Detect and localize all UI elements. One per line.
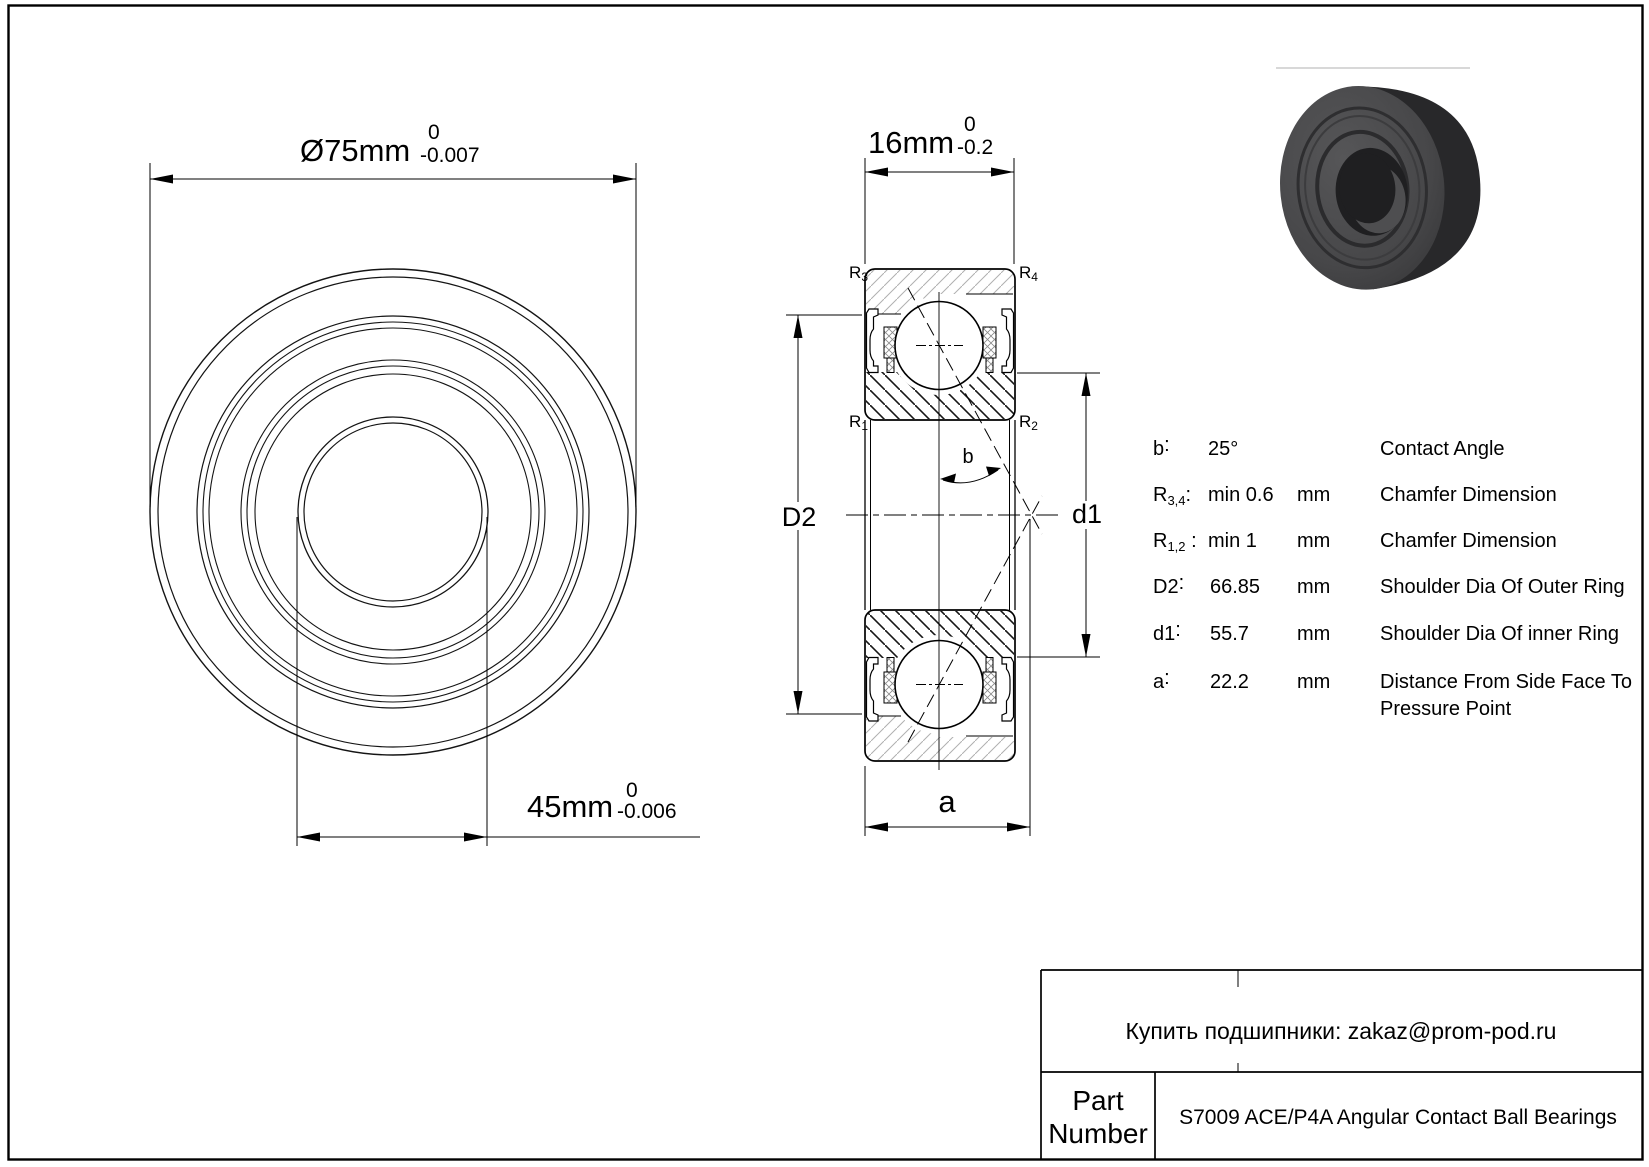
section-top-half	[865, 269, 1015, 420]
spec-desc: Shoulder Dia Of inner Ring	[1380, 623, 1620, 645]
spec-desc: Chamfer Dimension	[1380, 484, 1557, 506]
bearing-3d-image	[1270, 68, 1490, 298]
spec-param: D2:	[1153, 572, 1185, 598]
spec-value: 55.7	[1210, 623, 1249, 645]
outer-diameter-value: Ø75mm	[300, 133, 411, 168]
width-tol-upper: 0	[964, 113, 976, 136]
spec-table	[1153, 434, 1632, 720]
chamfer-label-r2: R2	[1019, 412, 1038, 433]
title-block	[1041, 970, 1642, 1159]
spec-value: 66.85	[1210, 576, 1261, 598]
spec-value: 25°	[1208, 438, 1239, 460]
spec-value: 22.2	[1210, 671, 1249, 693]
inner-shoulder-label: d1	[1071, 499, 1103, 529]
chamfer-label-r4: R4	[1019, 263, 1038, 284]
spec-param: $R_{3,4}$:	[1153, 484, 1192, 508]
pressure-point-distance-label: a	[938, 784, 956, 819]
spec-value: min 1	[1208, 530, 1257, 552]
part-number-value: S7009 ACE/P4A Angular Contact Ball Bearings	[1179, 1106, 1617, 1129]
seal-bottom-right	[983, 658, 1014, 722]
bore-diameter-value: 45mm	[527, 789, 614, 824]
outer-diameter-tol-upper: 0	[428, 121, 440, 144]
contact-email-text: Купить подшипники: zakaz@prom-pod.ru	[1125, 1018, 1557, 1044]
spec-unit: mm	[1297, 484, 1331, 506]
width-value: 16mm	[868, 125, 955, 160]
spec-unit: mm	[1297, 576, 1331, 598]
width-dimension	[865, 113, 1014, 264]
front-view	[150, 121, 700, 846]
section-bottom-half	[865, 610, 1015, 761]
spec-value: min 0.6	[1208, 484, 1274, 506]
bore-diameter-dimension	[297, 517, 700, 846]
outer-diameter-dimension	[150, 121, 636, 507]
spec-desc: Shoulder Dia Of Outer Ring	[1380, 576, 1625, 598]
spec-param: b:	[1153, 434, 1170, 460]
width-tol-lower: -0.2	[957, 136, 994, 159]
spec-desc: Chamfer Dimension	[1380, 530, 1557, 552]
outer-shoulder-label: D2	[781, 502, 817, 532]
spec-param: a:	[1153, 667, 1170, 693]
contact-angle-label: b	[962, 446, 974, 468]
front-view-circles	[150, 269, 636, 755]
contact-angle-annotation	[940, 446, 1001, 483]
chamfer-label-r3: R3	[849, 263, 868, 284]
spec-unit: mm	[1297, 530, 1331, 552]
seal-bottom-left	[867, 658, 898, 722]
cross-section-view	[782, 113, 1102, 836]
bore-diameter-tol-upper: 0	[626, 779, 638, 802]
seal-top-left	[867, 309, 898, 373]
spec-desc: Contact Angle	[1380, 438, 1505, 460]
spec-param: $R_{1,2}$ :	[1153, 530, 1197, 554]
part-number-label-line2: Number	[1048, 1118, 1148, 1149]
bore-diameter-tol-lower: -0.006	[617, 800, 677, 823]
spec-desc: Distance From Side Face To	[1380, 671, 1632, 693]
spec-unit: mm	[1297, 623, 1331, 645]
outer-diameter-tol-lower: -0.007	[420, 144, 480, 167]
chamfer-label-r1: R1	[849, 412, 868, 433]
seal-top-right	[983, 309, 1014, 373]
spec-unit: mm	[1297, 671, 1331, 693]
part-number-label-line1: Part	[1072, 1085, 1124, 1116]
spec-param: d1:	[1153, 619, 1181, 645]
spec-desc-line2: Pressure Point	[1380, 698, 1512, 720]
